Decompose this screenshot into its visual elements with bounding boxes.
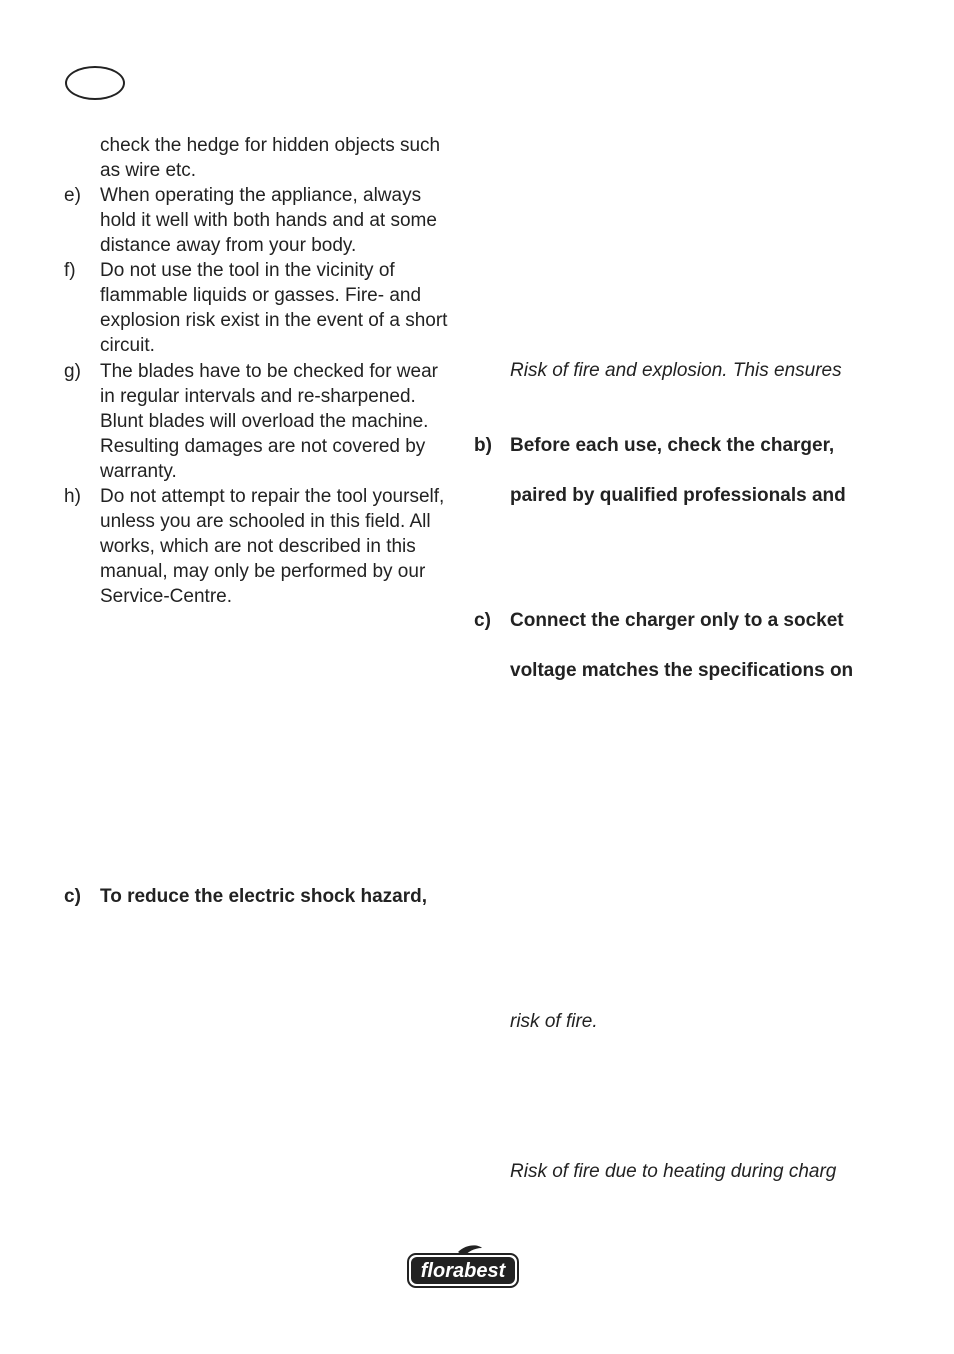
- list-item-label: g): [64, 361, 81, 382]
- list-item-line: explosion risk exist in the event of a short: [100, 310, 448, 332]
- list-item-label: h): [64, 486, 81, 507]
- list-item-label: c): [64, 886, 81, 907]
- italic-note: Risk of fire and explosion. This ensures: [510, 360, 842, 381]
- list-item-line: Resulting damages are not covered by: [100, 436, 426, 458]
- continuation-text: [100, 133, 440, 183]
- list-item-line: works, which are not described in this: [100, 536, 416, 558]
- list-item-line: warranty.: [100, 461, 177, 483]
- list-item-line: hold it well with both hands and at some: [100, 210, 437, 232]
- florabest-logo-graphic: [406, 1244, 520, 1290]
- continuation-line: check the hedge for hidden objects such: [100, 135, 441, 156]
- list-item-line: voltage matches the specifications on: [510, 660, 854, 681]
- list-item-line: When operating the appliance, always: [100, 185, 422, 206]
- logo-text: florabest: [420, 1260, 506, 1282]
- list-item-line: Blunt blades will overload the machine.: [100, 411, 429, 433]
- florabest-logo: [406, 1244, 520, 1290]
- italic-note: risk of fire.: [510, 1011, 598, 1032]
- italic-note: Risk of fire due to heating during charg: [510, 1161, 837, 1182]
- list-item-line: unless you are schooled in this field. All: [100, 511, 431, 533]
- list-item-line: The blades have to be checked for wear: [100, 361, 438, 382]
- list-item-line: in regular intervals and re-sharpened.: [100, 386, 416, 408]
- list-item-line: flammable liquids or gasses. Fire- and: [100, 285, 422, 307]
- list-item-line: Do not use the tool in the vicinity of: [100, 260, 395, 281]
- list-item-label: c): [474, 610, 491, 631]
- language-badge: [65, 66, 125, 100]
- list-item-label: f): [64, 260, 76, 281]
- list-item-line: manual, may only be performed by our: [100, 561, 426, 583]
- list-item-line: paired by qualified professionals and: [510, 485, 846, 506]
- list-item-line: Service-Centre.: [100, 586, 232, 608]
- list-item-line: Connect the charger only to a socket: [510, 610, 844, 631]
- list-item-label: e): [64, 185, 81, 206]
- list-item-line: Do not attempt to repair the tool yourself,: [100, 486, 445, 507]
- list-item-line: circuit.: [100, 335, 155, 357]
- continuation-line: as wire etc.: [100, 160, 197, 182]
- list-item-label: b): [474, 435, 492, 456]
- list-item-line: distance away from your body.: [100, 235, 357, 257]
- list-item-line: Before each use, check the charger,: [510, 435, 835, 456]
- list-item-line: To reduce the electric shock hazard,: [100, 886, 427, 907]
